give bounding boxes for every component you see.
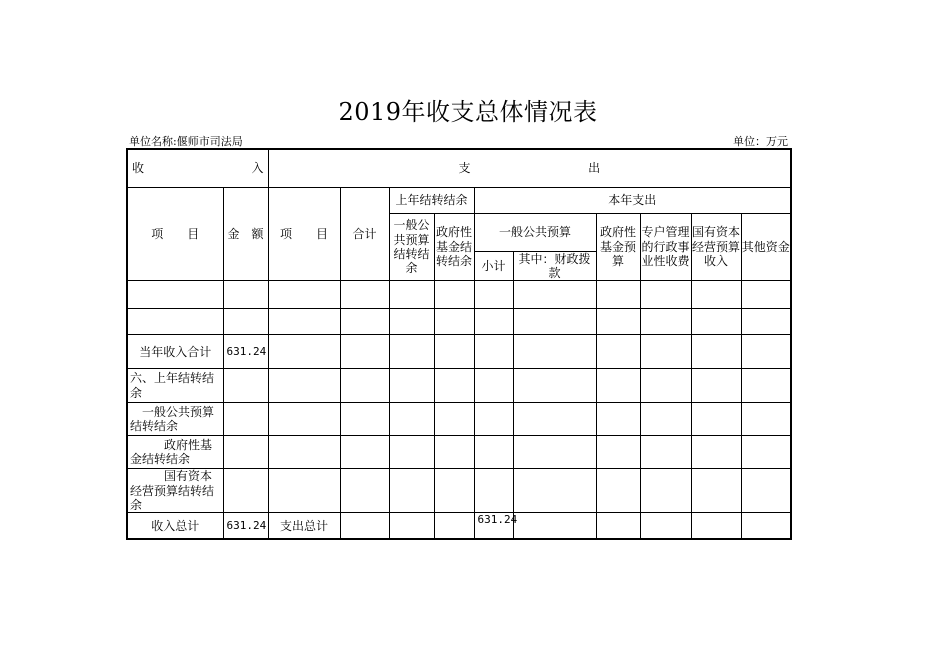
table-row xyxy=(127,309,791,335)
income-header-left: 收 xyxy=(132,161,145,176)
table-row xyxy=(127,436,791,469)
budget-table xyxy=(126,148,792,540)
general-budget-header: 一般公共预算 xyxy=(474,213,596,251)
income-total-label: 收入总计 xyxy=(127,513,223,539)
income-item-header: 项 目 xyxy=(127,187,223,281)
gov-fund-header: 政府性基金预算 xyxy=(596,213,640,281)
table-row xyxy=(127,403,791,436)
table-row xyxy=(127,281,791,309)
gov-fund-carry-label: 政府性基金结转结余 xyxy=(127,436,223,469)
unit-label: 单位：万元 xyxy=(733,135,788,148)
state-capital-carry-label: 国有资本经营预算结转结余 xyxy=(127,469,223,513)
current-income-total-label: 当年收入合计 xyxy=(127,335,223,369)
special-fee-header: 专户管理的行政事业性收费 xyxy=(640,213,691,281)
table-row xyxy=(127,335,791,369)
last-year-header: 上年结转结余 xyxy=(389,187,474,213)
expense-item-header: 项 目 xyxy=(268,187,340,281)
amount-header-right: 额 xyxy=(251,226,264,241)
ly-gov-fund-header: 政府性基金结转结余 xyxy=(434,213,474,281)
table-row xyxy=(127,369,791,403)
expense-subtotal-value: 631.24 xyxy=(474,513,513,539)
income-amount-header xyxy=(223,187,268,281)
expense-header-left: 支 xyxy=(458,161,471,176)
page-title: 2019年收支总体情况表 xyxy=(338,98,598,126)
expense-header-right: 出 xyxy=(588,161,601,176)
amount-header-left: 金 xyxy=(227,226,240,241)
subtotal-header: 小计 xyxy=(474,251,513,281)
income-total-value: 631.24 xyxy=(223,513,268,539)
unit-name: 单位名称:偃师市司法局 xyxy=(129,135,243,148)
current-income-total-value: 631.24 xyxy=(223,335,268,369)
this-year-header: 本年支出 xyxy=(474,187,791,213)
general-carry-label: 一般公共预算结转结余 xyxy=(127,403,223,436)
table-row xyxy=(127,513,791,539)
state-capital-header: 国有资本经营预算收入 xyxy=(691,213,741,281)
carryover-label: 六、上年结转结余 xyxy=(127,369,223,403)
other-funds-header: 其他资金 xyxy=(741,213,791,281)
fiscal-alloc-header: 其中：财政拨款 xyxy=(513,251,596,281)
income-header-right: 入 xyxy=(251,161,264,176)
ly-general-header: 一般公共预算结转结余 xyxy=(389,213,434,281)
expense-total-label: 支出总计 xyxy=(268,513,340,539)
expense-header xyxy=(268,149,791,187)
total-header: 合计 xyxy=(340,187,389,281)
income-header xyxy=(127,149,268,187)
table-row xyxy=(127,469,791,513)
